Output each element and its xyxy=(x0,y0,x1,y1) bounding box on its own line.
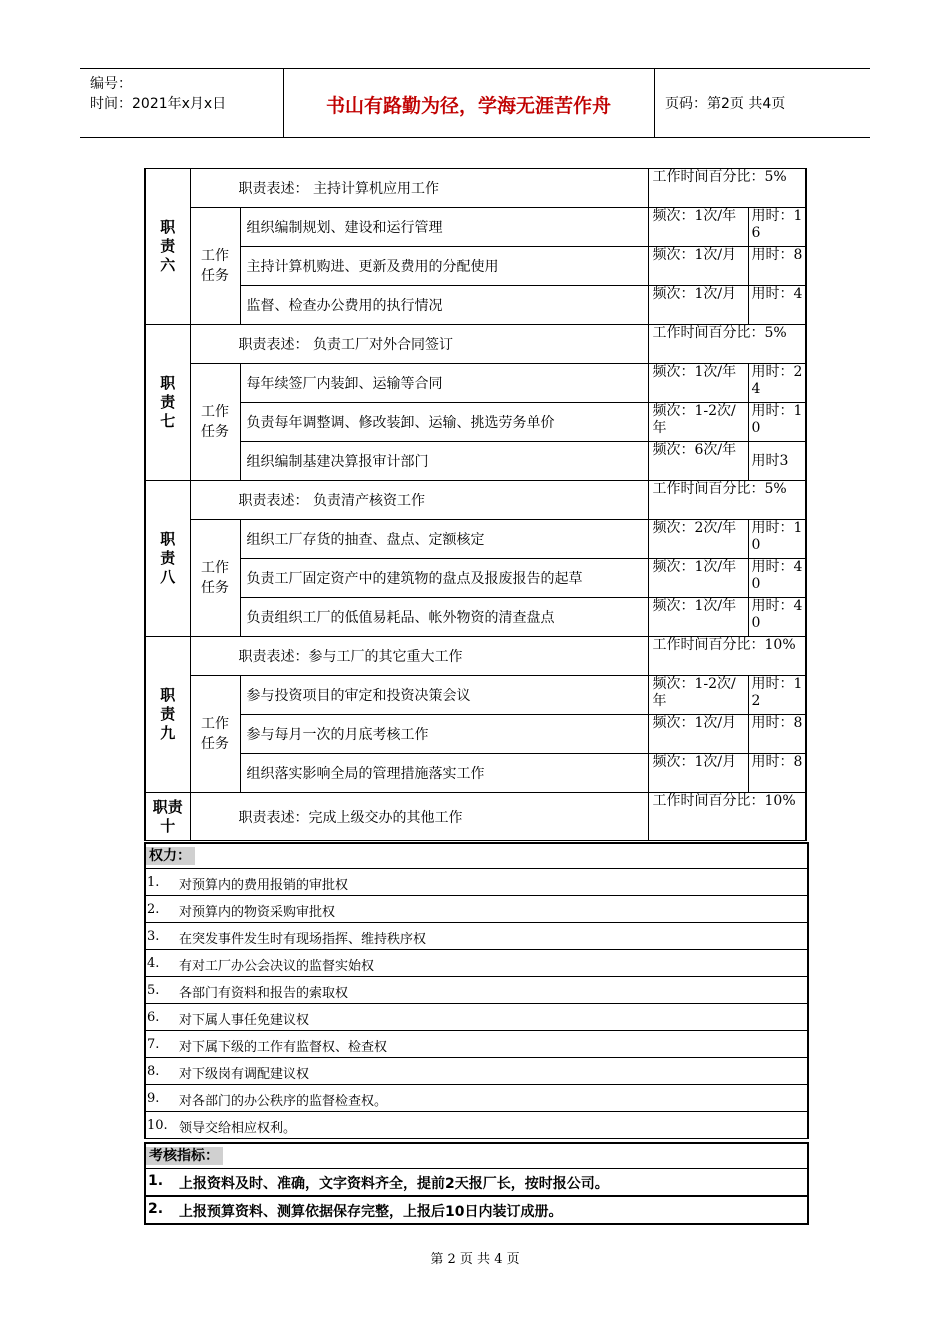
duty-label-char: 九 xyxy=(160,724,176,742)
kpi-header xyxy=(146,1142,807,1169)
duty-time-percent: 工作时间百分比：5% xyxy=(648,169,806,208)
kpi-item-number: 1. xyxy=(148,1173,164,1189)
duty-label-char: 六 xyxy=(160,256,176,274)
powers-section xyxy=(144,842,809,1139)
task-frequency: 频次：1次/年 xyxy=(648,559,748,598)
duty-time-percent: 工作时间百分比：5% xyxy=(648,481,806,520)
power-item-text: 对各部门的办公秩序的监督检查权。 xyxy=(179,1094,388,1109)
task-group-label-text: 工作任务 xyxy=(201,404,229,440)
power-item-number: 3. xyxy=(147,929,160,944)
power-item xyxy=(146,1004,807,1031)
task-row xyxy=(145,520,806,559)
task-time: 用时3 xyxy=(748,442,806,481)
power-item-number: 6. xyxy=(147,1010,160,1025)
power-item-text: 有对工厂办公会决议的监督实始权 xyxy=(179,959,375,974)
duty-label-char: 责 xyxy=(160,705,176,723)
duty-label-char: 十 xyxy=(160,816,176,835)
duty-label-char: 职责 xyxy=(152,797,183,816)
power-item xyxy=(146,1112,807,1139)
power-item-text: 对下级岗有调配建议权 xyxy=(179,1067,310,1082)
task-time: 用时：8 xyxy=(748,247,806,286)
power-item xyxy=(146,977,807,1004)
power-item xyxy=(146,923,807,950)
power-item-text: 对预算内的费用报销的审批权 xyxy=(179,878,349,893)
duty-label-char: 责 xyxy=(160,549,176,567)
power-item-text: 对下属人事任免建议权 xyxy=(179,1013,310,1028)
kpi-item xyxy=(146,1169,807,1197)
power-item-number: 8. xyxy=(147,1064,160,1079)
task-group-label xyxy=(190,520,240,637)
task-group-label-text: 工作任务 xyxy=(201,560,229,596)
duty-statement-row xyxy=(145,325,806,364)
power-item-number: 7. xyxy=(147,1037,160,1052)
power-item xyxy=(146,1085,807,1112)
task-row xyxy=(145,208,806,247)
power-item-text: 在突发事件发生时有现场指挥、维持秩序权 xyxy=(179,932,427,947)
duty-time-percent: 工作时间百分比：10% xyxy=(648,793,806,841)
task-text: 负责组织工厂的低值易耗品、帐外物资的清查盘点 xyxy=(240,598,648,637)
task-row xyxy=(145,598,806,637)
task-row xyxy=(145,676,806,715)
duty-label xyxy=(145,793,190,841)
duty-label-char: 责 xyxy=(160,237,176,255)
doc-code-label: 编号： xyxy=(90,76,132,92)
task-text: 组织编制基建决算报审计部门 xyxy=(240,442,648,481)
kpi-title: 考核指标： xyxy=(146,1147,223,1165)
duty-statement-row xyxy=(145,637,806,676)
duty-statement: 职责表述：完成上级交办的其他工作 xyxy=(190,793,648,841)
task-text: 负责每年调整调、修改装卸、运输、挑选劳务单价 xyxy=(240,403,648,442)
power-item xyxy=(146,1031,807,1058)
task-text: 监督、检查办公费用的执行情况 xyxy=(240,286,648,325)
duty-label xyxy=(145,637,190,793)
task-group-label xyxy=(190,676,240,793)
task-time: 用时：10 xyxy=(748,520,806,559)
duty-statement: 职责表述： 负责工厂对外合同签订 xyxy=(190,325,648,364)
page-number-label: 页码：第2页 共4页 xyxy=(665,96,786,112)
task-row xyxy=(145,364,806,403)
duty-label xyxy=(145,325,190,481)
task-time: 用时：8 xyxy=(748,715,806,754)
task-time: 用时：4 xyxy=(748,286,806,325)
task-group-label-text: 工作任务 xyxy=(201,248,229,284)
powers-title: 权力： xyxy=(146,847,195,865)
task-frequency: 频次：2次/年 xyxy=(648,520,748,559)
powers-header xyxy=(146,842,807,869)
task-text: 主持计算机购进、更新及费用的分配使用 xyxy=(240,247,648,286)
power-item-text: 领导交给相应权利。 xyxy=(179,1121,297,1136)
task-frequency: 频次：1次/年 xyxy=(648,364,748,403)
duty-statement-row xyxy=(145,793,806,841)
duty-statement-row xyxy=(145,169,806,208)
task-frequency: 频次：1次/月 xyxy=(648,247,748,286)
task-row xyxy=(145,403,806,442)
task-frequency: 频次：1次/月 xyxy=(648,754,748,793)
task-frequency: 频次：1次/年 xyxy=(648,598,748,637)
duties-table xyxy=(144,168,807,841)
task-time: 用时：16 xyxy=(748,208,806,247)
task-row xyxy=(145,442,806,481)
duty-label-char: 职 xyxy=(160,374,176,392)
kpi-item-number: 2. xyxy=(148,1201,164,1217)
duty-time-percent: 工作时间百分比：5% xyxy=(648,325,806,364)
task-row xyxy=(145,286,806,325)
task-frequency: 频次：1次/年 xyxy=(648,208,748,247)
task-group-label xyxy=(190,208,240,325)
task-text: 组织落实影响全局的管理措施落实工作 xyxy=(240,754,648,793)
header-right-cell xyxy=(654,69,871,137)
power-item xyxy=(146,896,807,923)
duty-label xyxy=(145,169,190,325)
duty-time-percent: 工作时间百分比：10% xyxy=(648,637,806,676)
task-text: 组织编制规划、建设和运行管理 xyxy=(240,208,648,247)
kpi-item-text: 上报预算资料、测算依据保存完整，上报后10日内装订成册。 xyxy=(179,1204,563,1220)
duty-statement-row xyxy=(145,481,806,520)
task-text: 每年续签厂内装卸、运输等合同 xyxy=(240,364,648,403)
power-item-number: 1. xyxy=(147,875,160,890)
task-group-label-text: 工作任务 xyxy=(201,716,229,752)
task-frequency: 频次：1-2次/年 xyxy=(648,403,748,442)
task-row xyxy=(145,754,806,793)
task-row xyxy=(145,715,806,754)
page-footer: 第 2 页 共 4 页 xyxy=(430,1252,520,1267)
task-frequency: 频次：6次/年 xyxy=(648,442,748,481)
duty-statement: 职责表述： 负责清产核资工作 xyxy=(190,481,648,520)
power-item xyxy=(146,869,807,896)
power-item-text: 各部门有资料和报告的索取权 xyxy=(179,986,349,1001)
duty-label-char: 八 xyxy=(160,568,176,586)
task-text: 组织工厂存货的抽查、盘点、定额核定 xyxy=(240,520,648,559)
power-item-number: 4. xyxy=(147,956,160,971)
kpi-section xyxy=(144,1142,809,1225)
task-text: 参与投资项目的审定和投资决策会议 xyxy=(240,676,648,715)
task-time: 用时：40 xyxy=(748,598,806,637)
duty-label-char: 职 xyxy=(160,530,176,548)
duty-label xyxy=(145,481,190,637)
task-time: 用时：24 xyxy=(748,364,806,403)
header-left-cell xyxy=(80,69,284,137)
kpi-item-text: 上报资料及时、准确，文字资料齐全，提前2天报厂长，按时报公司。 xyxy=(179,1176,609,1192)
task-time: 用时：12 xyxy=(748,676,806,715)
page-header xyxy=(80,68,870,138)
power-item xyxy=(146,950,807,977)
duty-label-char: 职 xyxy=(160,686,176,704)
power-item-text: 对下属下级的工作有监督权、检查权 xyxy=(179,1040,388,1055)
duty-statement: 职责表述： 主持计算机应用工作 xyxy=(190,169,648,208)
task-frequency: 频次：1次/月 xyxy=(648,286,748,325)
duty-label-char: 职 xyxy=(160,218,176,236)
power-item-number: 10. xyxy=(147,1118,168,1133)
task-row xyxy=(145,559,806,598)
power-item xyxy=(146,1058,807,1085)
task-time: 用时：40 xyxy=(748,559,806,598)
doc-date-label: 时间：2021年x月x日 xyxy=(90,96,227,112)
power-item-number: 2. xyxy=(147,902,160,917)
duty-statement: 职责表述：参与工厂的其它重大工作 xyxy=(190,637,648,676)
header-motto: 书山有路勤为径，学海无涯苦作舟 xyxy=(325,95,611,117)
duty-label-char: 七 xyxy=(160,412,176,430)
task-frequency: 频次：1-2次/年 xyxy=(648,676,748,715)
task-text: 参与每月一次的月底考核工作 xyxy=(240,715,648,754)
power-item-text: 对预算内的物资采购审批权 xyxy=(179,905,336,920)
task-text: 负责工厂固定资产中的建筑物的盘点及报废报告的起草 xyxy=(240,559,648,598)
duty-label-char: 责 xyxy=(160,393,176,411)
task-frequency: 频次：1次/月 xyxy=(648,715,748,754)
task-time: 用时：10 xyxy=(748,403,806,442)
task-row xyxy=(145,247,806,286)
power-item-number: 5. xyxy=(147,983,160,998)
power-item-number: 9. xyxy=(147,1091,160,1106)
kpi-item xyxy=(146,1197,807,1225)
task-group-label xyxy=(190,364,240,481)
task-time: 用时：8 xyxy=(748,754,806,793)
